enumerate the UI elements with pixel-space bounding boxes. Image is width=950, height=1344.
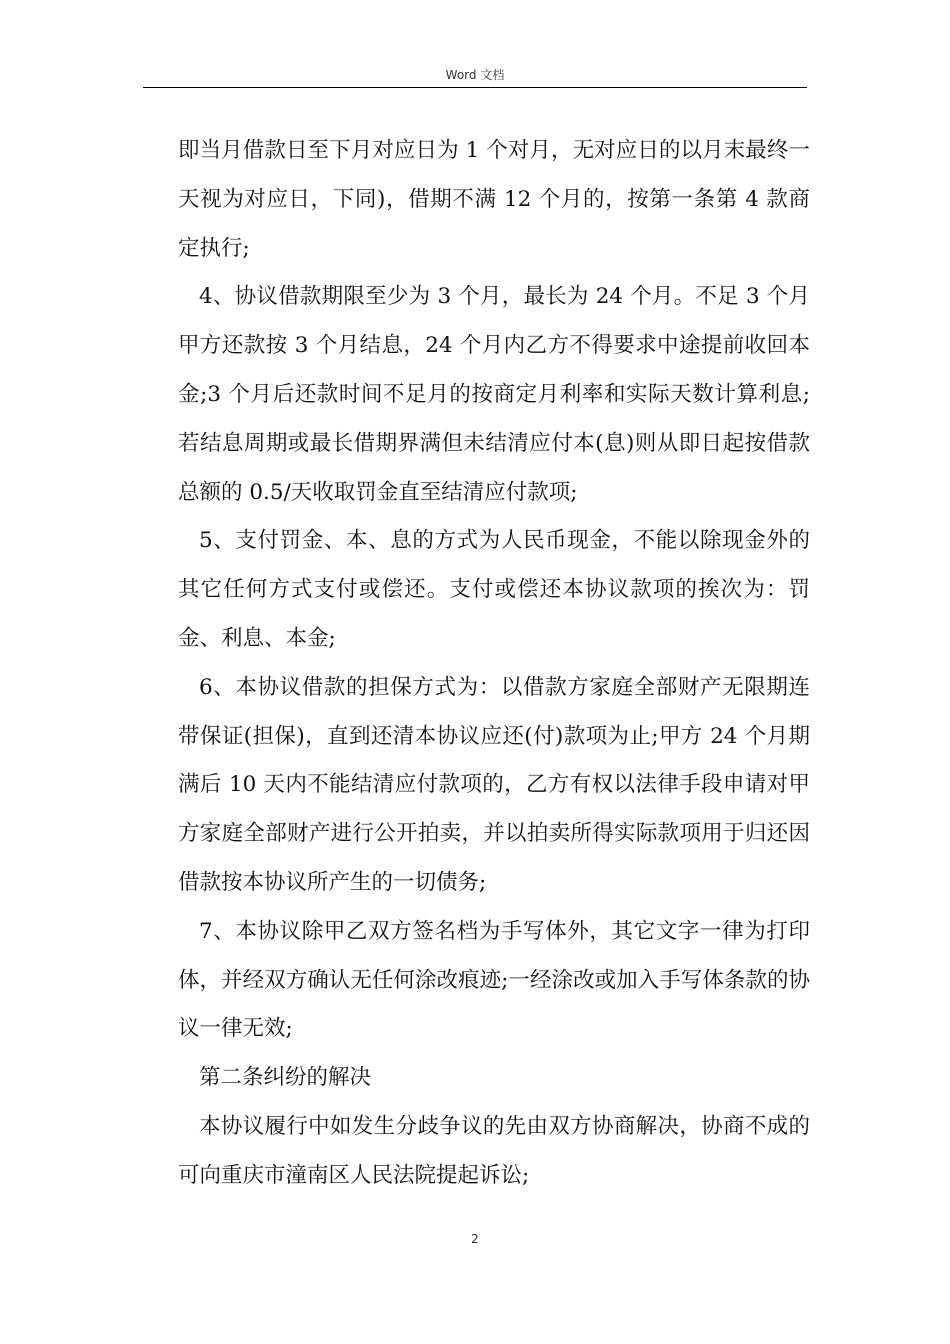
paragraph-dispute-resolution: 本协议履行中如发生分歧争议的先由双方协商解决，协商不成的可向重庆市潼南区人民法院提起诉讼; bbox=[178, 1113, 810, 1188]
paragraph-1: 即当月借款日至下月对应日为 1 个对月，无对应日的以月末最终一天视为对应日，下同)，借期不满 12 个月的，按第一条第 4 款商定执行; bbox=[178, 138, 810, 261]
header-divider bbox=[143, 87, 807, 88]
document-body bbox=[178, 127, 810, 1201]
paragraph-clause-6: 6、本协议借款的担保方式为：以借款方家庭全部财产无限期连带保证(担保)，直到还清本协议应还(付)款项为止;甲方 24 个月期满后 10 天内不能结清应付款项的，乙方有权以法律手段申请对甲方家庭全部财产进行公开拍卖，并以拍卖所得实际款项用于归还因借款按本协议所产生的一切债务; bbox=[178, 674, 810, 895]
section-heading-dispute: 第二条纠纷的解决 bbox=[199, 1065, 372, 1091]
paragraph-clause-4: 4、协议借款期限至少为 3 个月，最长为 24 个月。不足 3 个月甲方还款按 3 个月结息，24 个月内乙方不得要求中途提前收回本金;3 个月后还款时间不足月的按商定月利率和实际天数计算利息;若结息周期或最长借期界满但未结清应付本(息)则从即日起按借款总额的 0.5/天收取罚金直至结清应付款项; bbox=[178, 284, 810, 505]
page-number: 2 bbox=[471, 1232, 479, 1246]
page-header: Word 文档 bbox=[445, 68, 505, 82]
paragraph-clause-7: 7、本协议除甲乙双方签名档为手写体外，其它文字一律为打印体，并经双方确认无任何涂改痕迹;一经涂改或加入手写体条款的协议一律无效; bbox=[178, 918, 810, 1042]
paragraph-clause-5: 5、支付罚金、本、息的方式为人民币现金，不能以除现金外的其它任何方式支付或偿还。支付或偿还本协议款项的挨次为：罚金、利息、本金; bbox=[178, 528, 810, 651]
